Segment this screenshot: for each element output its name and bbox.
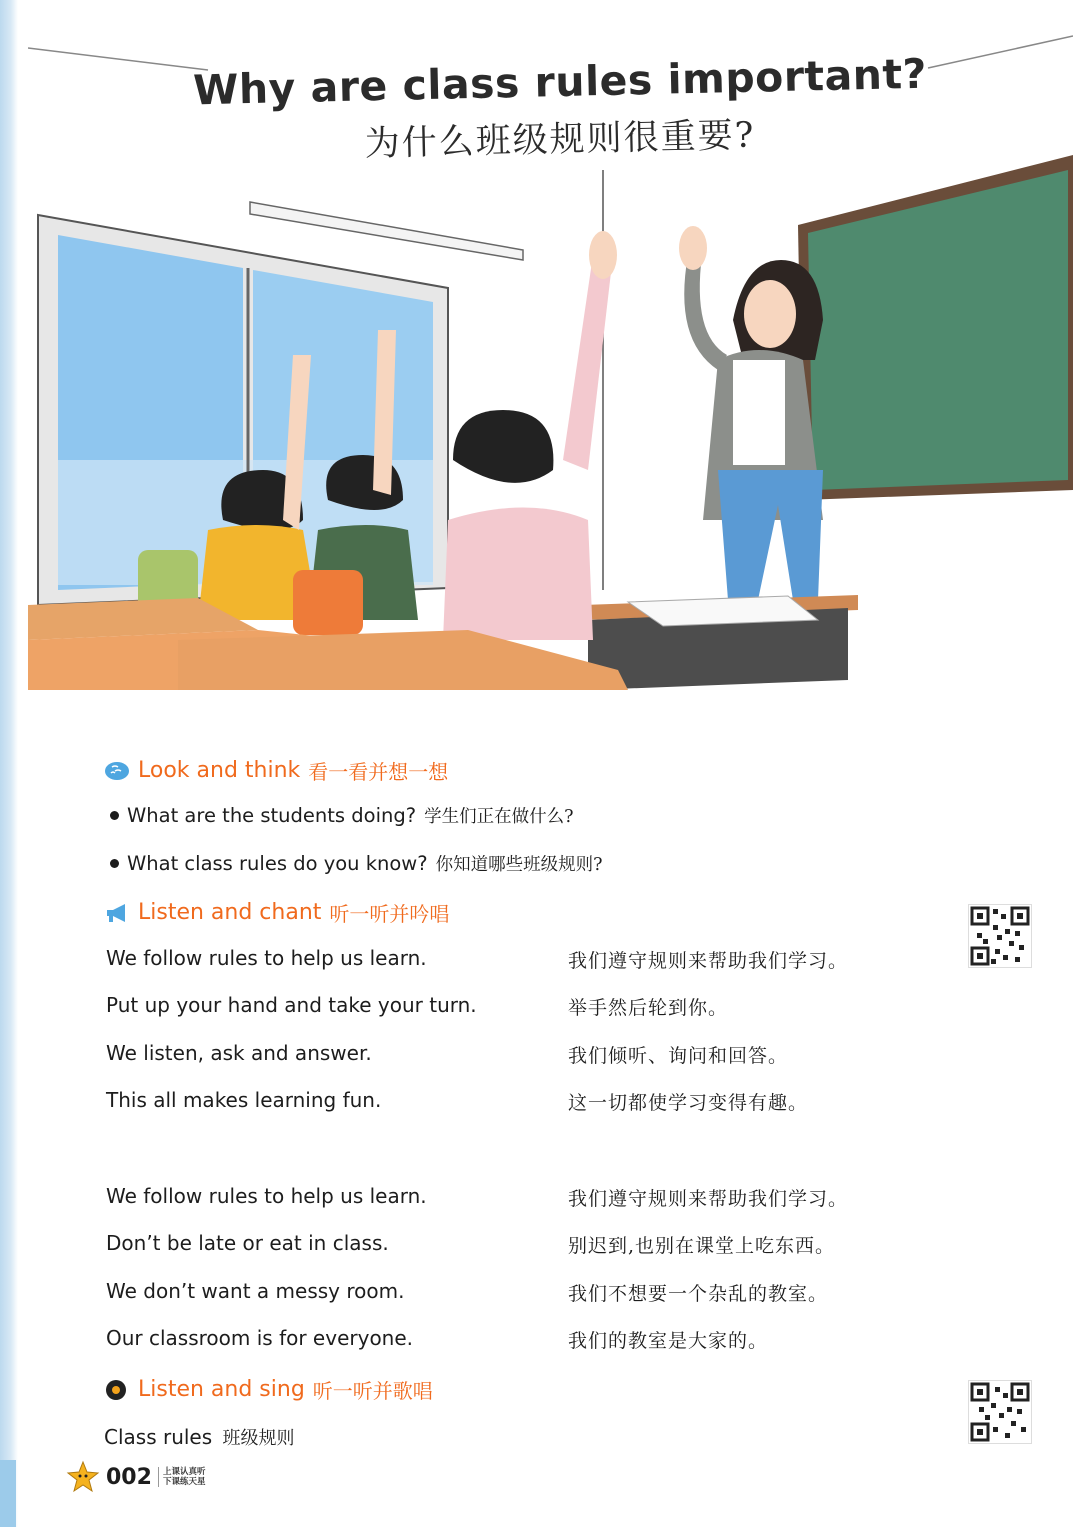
listen-sing-heading-zh: 听一听并歌唱	[312, 1379, 433, 1403]
page-footer	[66, 1460, 205, 1494]
listen-chant-heading-en: Listen and chant	[138, 900, 322, 925]
chant-line-en: Our classroom is for everyone.	[106, 1326, 414, 1350]
chant-line	[106, 1184, 906, 1214]
chant-line	[106, 1279, 906, 1309]
disc-icon[interactable]	[104, 1379, 130, 1401]
megaphone-icon[interactable]	[104, 902, 130, 924]
chant-line-zh: 我们倾听、询问和回答。	[568, 1045, 789, 1067]
look-think-heading-en: Look and think	[138, 758, 301, 783]
question-en: What class rules do you know?	[127, 852, 428, 875]
chant-line-zh: 我们的教室是大家的。	[568, 1330, 769, 1352]
chant-line-en: We don’t want a messy room.	[106, 1279, 405, 1303]
qr-code-icon[interactable]	[968, 904, 1032, 968]
title-block	[150, 49, 970, 165]
chant-line-en: Put up your hand and take your turn.	[106, 993, 477, 1017]
bullet-dot	[110, 811, 119, 820]
page-title-zh: 为什么班级规则很重要?	[364, 115, 756, 165]
song-title-en: Class rules	[104, 1425, 213, 1449]
chant-line	[106, 1041, 906, 1071]
qr-code-icon[interactable]	[968, 1380, 1032, 1444]
bullet-dot	[110, 859, 119, 868]
page-edge-strip	[0, 0, 18, 1527]
chant-line-zh: 这一切都使学习变得有趣。	[568, 1092, 809, 1114]
chant-line	[106, 1231, 906, 1261]
chant-line	[106, 993, 906, 1023]
footer-edge-strip	[0, 1460, 16, 1527]
page-number: 002	[106, 1464, 152, 1490]
footer-motto-line: 上课认真听	[162, 1467, 206, 1477]
listen-chant-heading	[104, 898, 449, 927]
chant-line	[106, 1326, 906, 1356]
chant-line	[106, 946, 906, 976]
question-en: What are the students doing?	[127, 804, 417, 827]
listen-sing-heading-en: Listen and sing	[138, 1377, 305, 1402]
chant-line-zh: 我们遵守规则来帮助我们学习。	[568, 950, 849, 972]
chant-line-zh: 我们不想要一个杂乱的教室。	[568, 1283, 829, 1305]
star-mascot-icon	[66, 1460, 100, 1494]
page-title-en: Why are class rules important?	[192, 49, 928, 115]
chant-line-zh: 举手然后轮到你。	[568, 997, 729, 1019]
chant-line-en: This all makes learning fun.	[106, 1088, 382, 1112]
chant-line-zh: 我们遵守规则来帮助我们学习。	[568, 1188, 849, 1210]
look-think-heading-zh: 看一看并想一想	[308, 760, 449, 784]
question-item	[110, 851, 603, 876]
chant-line-en: We follow rules to help us learn.	[106, 946, 427, 970]
chant-line-en: Don’t be late or eat in class.	[106, 1231, 389, 1255]
question-zh: 学生们正在做什么?	[424, 807, 574, 827]
question-zh: 你知道哪些班级规则?	[435, 855, 603, 875]
question-item	[110, 803, 573, 828]
brain-icon	[104, 760, 130, 782]
footer-motto	[158, 1467, 206, 1487]
footer-motto-line: 下课练天星	[162, 1477, 206, 1487]
look-think-heading	[104, 756, 448, 785]
listen-sing-heading	[104, 1375, 433, 1404]
listen-chant-heading-zh: 听一听并吟唱	[329, 902, 450, 926]
chant-line-en: We listen, ask and answer.	[106, 1041, 372, 1065]
chant-line	[106, 1088, 906, 1118]
chant-line-en: We follow rules to help us learn.	[106, 1184, 427, 1208]
song-title-zh: 班级规则	[222, 1428, 295, 1449]
song-title	[104, 1424, 295, 1450]
chant-line-zh: 别迟到,也别在课堂上吃东西。	[568, 1235, 836, 1257]
